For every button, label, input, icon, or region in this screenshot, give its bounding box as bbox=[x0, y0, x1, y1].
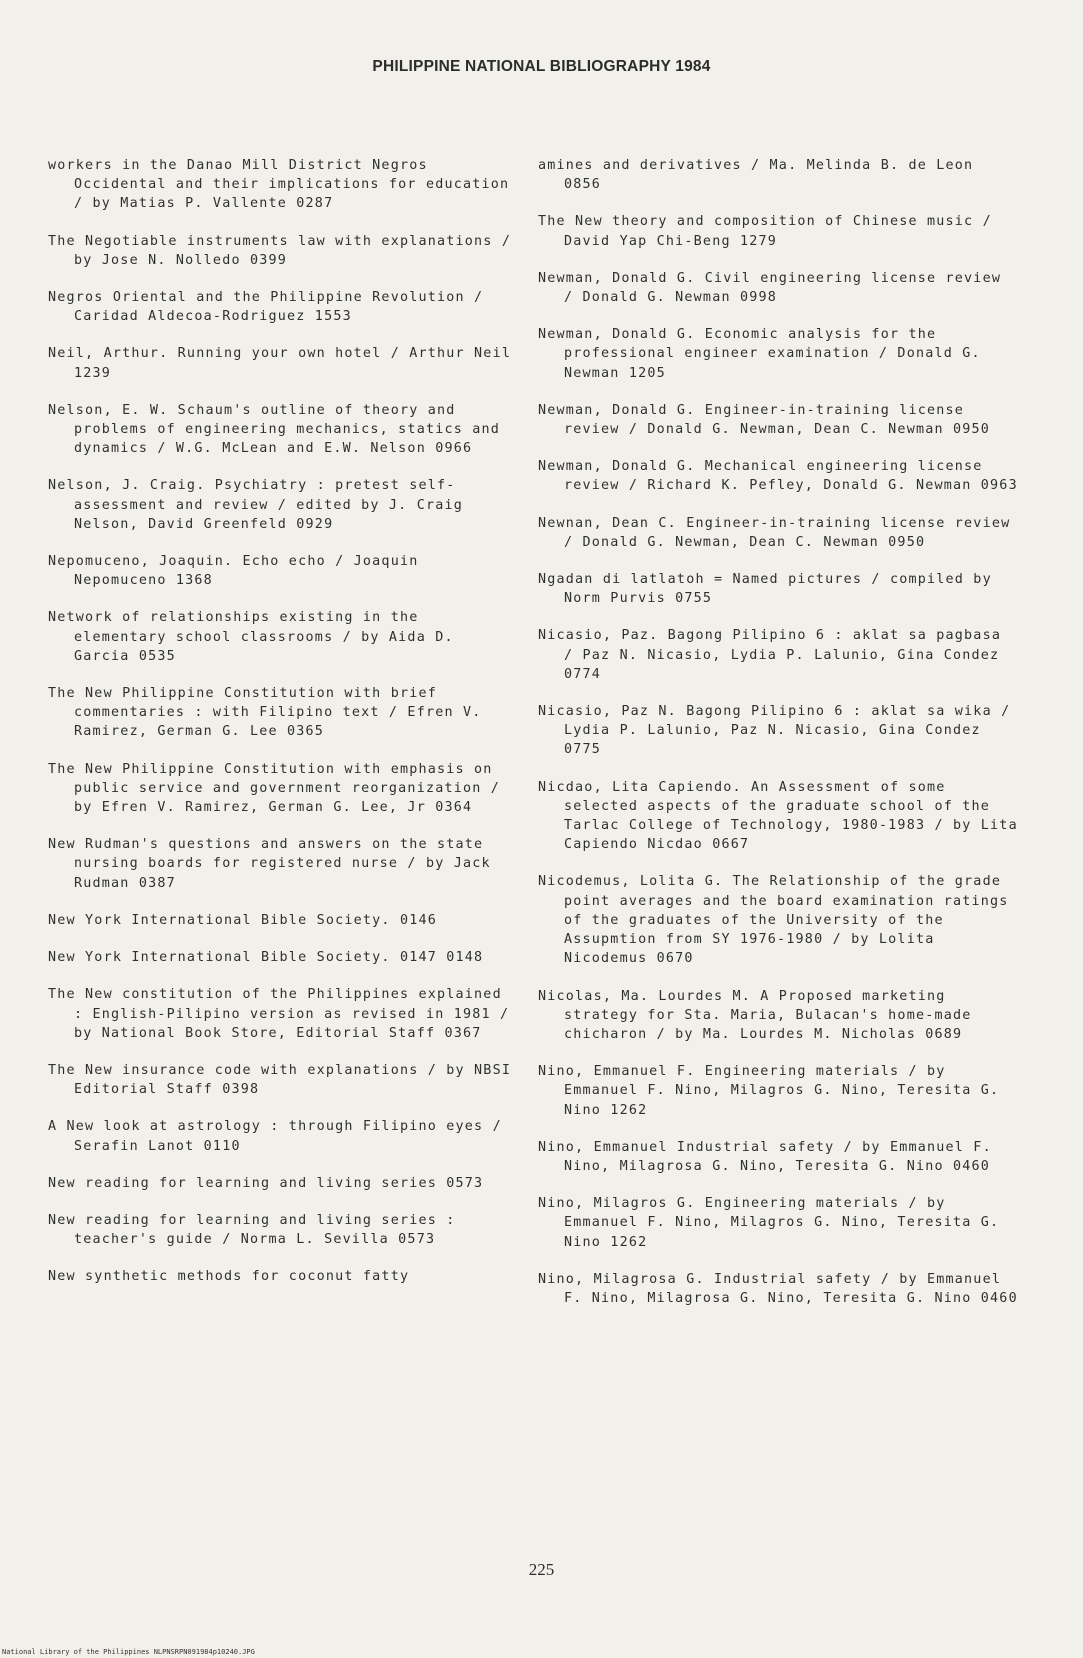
bibliography-entry: New synthetic methods for coconut fatty bbox=[48, 1269, 410, 1285]
bibliography-entry: The Negotiable instruments law with explanations / by Jose N. Nolledo 0399 bbox=[48, 233, 512, 268]
bibliography-entry: Nicolas, Ma. Lourdes M. A Proposed marketing strategy for Sta. Maria, Bulacan's home-made chicharon / by Ma. Lourdes M. Nicholas 0689 bbox=[538, 988, 972, 1042]
page-number: 225 bbox=[528, 1560, 555, 1579]
bibliography-entry: Nino, Milagrosa G. Industrial safety / by Emmanuel F. Nino, Milagrosa G. Nino, Teresita G. Nino 0460 bbox=[538, 1271, 1018, 1306]
bibliography-entry: workers in the Danao Mill District Negros Occidental and their implications for education / by Matias P. Vallente 0287 bbox=[48, 158, 510, 212]
bibliography-entry: New reading for learning and living series : teacher's guide / Norma L. Sevilla 0573 bbox=[48, 1212, 456, 1248]
bibliography-entry: Nicasio, Paz N. Bagong Pilipino 6 : aklat sa wika / Lydia P. Lalunio, Paz N. Nicasio, Gina Condez 0775 bbox=[538, 704, 1011, 758]
bibliography-entry: The New insurance code with explanations / by NBSI Editorial Staff 0398 bbox=[48, 1062, 512, 1098]
bibliography-entry: New York International Bible Society. 0146 bbox=[48, 912, 437, 928]
bibliography-entry: Nino, Emmanuel F. Engineering materials / by Emmanuel F. Nino, Milagros G. Nino, Teresita G. Nino 1262 bbox=[538, 1064, 1000, 1118]
bibliography-entry: Nelson, E. W. Schaum's outline of theory and problems of engineering mechanics, statics and dynamics / W.G. McLean and E.W. Nelson 0966 bbox=[48, 402, 501, 457]
bibliography-entry: Nicasio, Paz. Bagong Pilipino 6 : aklat sa pagbasa / Paz N. Nicasio, Lydia P. Lalunio, Gina Condez 0774 bbox=[538, 628, 1002, 682]
bibliography-entry: Nino, Milagros G. Engineering materials / by Emmanuel F. Nino, Milagros G. Nino, Teresita G. Nino 1262 bbox=[538, 1196, 1000, 1250]
bibliography-entry: Newman, Donald G. Economic analysis for the professional engineer examination / Donald G. Newman 1205 bbox=[538, 327, 981, 381]
bibliography-entry: The New Philippine Constitution with brief commentaries : with Filipino text / Efren V. Ramirez, German G. Lee 0365 bbox=[48, 686, 482, 740]
bibliography-entry: The New constitution of the Philippines explained : English-Pilipino version as revised in 1981 / by National Book Store, Editorial Staff 0367 bbox=[48, 987, 510, 1041]
bibliography-entry: Ngadan di latlatoh = Named pictures / compiled by Norm Purvis 0755 bbox=[538, 572, 992, 607]
bibliography-entry: Newman, Donald G. Mechanical engineering license review / Richard K. Pefley, Donald G. Newman 0963 bbox=[538, 459, 1018, 494]
bibliography-entry: Newman, Donald G. Civil engineering license review / Donald G. Newman 0998 bbox=[538, 270, 1002, 306]
bibliography-entry: Nicodemus, Lolita G. The Relationship of the grade point averages and the board examination ratings of the graduates of the University of the Assupmtion from SY 1976-1980 / by Lolita Nicodemus 0670 bbox=[538, 874, 1009, 967]
bibliography-entry: New Rudman's questions and answers on the state nursing boards for registered nurse / by Jack Rudman 0387 bbox=[48, 837, 491, 891]
bibliography-entry: Newnan, Dean C. Engineer-in-training license review / Donald G. Newman, Dean C. Newman 0950 bbox=[538, 515, 1011, 550]
bibliography-entry: The New Philippine Constitution with emphasis on public service and government reorganization / by Efren V. Ramirez, German G. Lee, Jr 0364 bbox=[48, 761, 501, 816]
bibliography-entry: Negros Oriental and the Philippine Revolution / Caridad Aldecoa-Rodriguez 1553 bbox=[48, 290, 484, 325]
bibliography-entry: New York International Bible Society. 0147 0148 bbox=[48, 950, 484, 966]
bibliography-entry: Newman, Donald G. Engineer-in-training license review / Donald G. Newman, Dean C. Newman 0950 bbox=[538, 402, 991, 438]
bibliography-entry: Nicdao, Lita Capiendo. An Assessment of some selected aspects of the graduate school of the Tarlac College of Technology, 1980-1983 / by Lita Capiendo Nicdao 0667 bbox=[538, 779, 1018, 853]
bibliography-entry: A New look at astrology : through Filipino eyes / Serafin Lanot 0110 bbox=[48, 1119, 502, 1154]
bibliography-entry: Network of relationships existing in the elementary school classrooms / by Aida D. Garcia 0535 bbox=[48, 610, 454, 664]
bibliography-entry: Neil, Arthur. Running your own hotel / Arthur Neil 1239 bbox=[48, 346, 512, 381]
bibliography-entry: Nino, Emmanuel Industrial safety / by Emmanuel F. Nino, Milagrosa G. Nino, Teresita G. Nino 0460 bbox=[538, 1139, 992, 1174]
scan-credit: National Library of the Philippines NLPNSRPN091984p10240.JPG bbox=[2, 1648, 255, 1656]
bibliography-entry: New reading for learning and living series 0573 bbox=[48, 1175, 484, 1191]
bibliography-entry: The New theory and composition of Chinese music / David Yap Chi-Beng 1279 bbox=[538, 214, 992, 249]
bibliography-entry: amines and derivatives / Ma. Melinda B. de Leon 0856 bbox=[538, 158, 974, 193]
bibliography-entry: Nelson, J. Craig. Psychiatry : pretest self-assessment and review / edited by J. Craig Nelson, David Greenfeld 0929 bbox=[48, 478, 463, 532]
left-column bbox=[48, 156, 518, 1305]
bibliography-entry: Nepomuceno, Joaquin. Echo echo / Joaquin Nepomuceno 1368 bbox=[48, 554, 419, 589]
page-title: PHILIPPINE NATIONAL BIBLIOGRAPHY 1984 bbox=[372, 58, 711, 75]
right-column bbox=[538, 156, 1018, 1326]
